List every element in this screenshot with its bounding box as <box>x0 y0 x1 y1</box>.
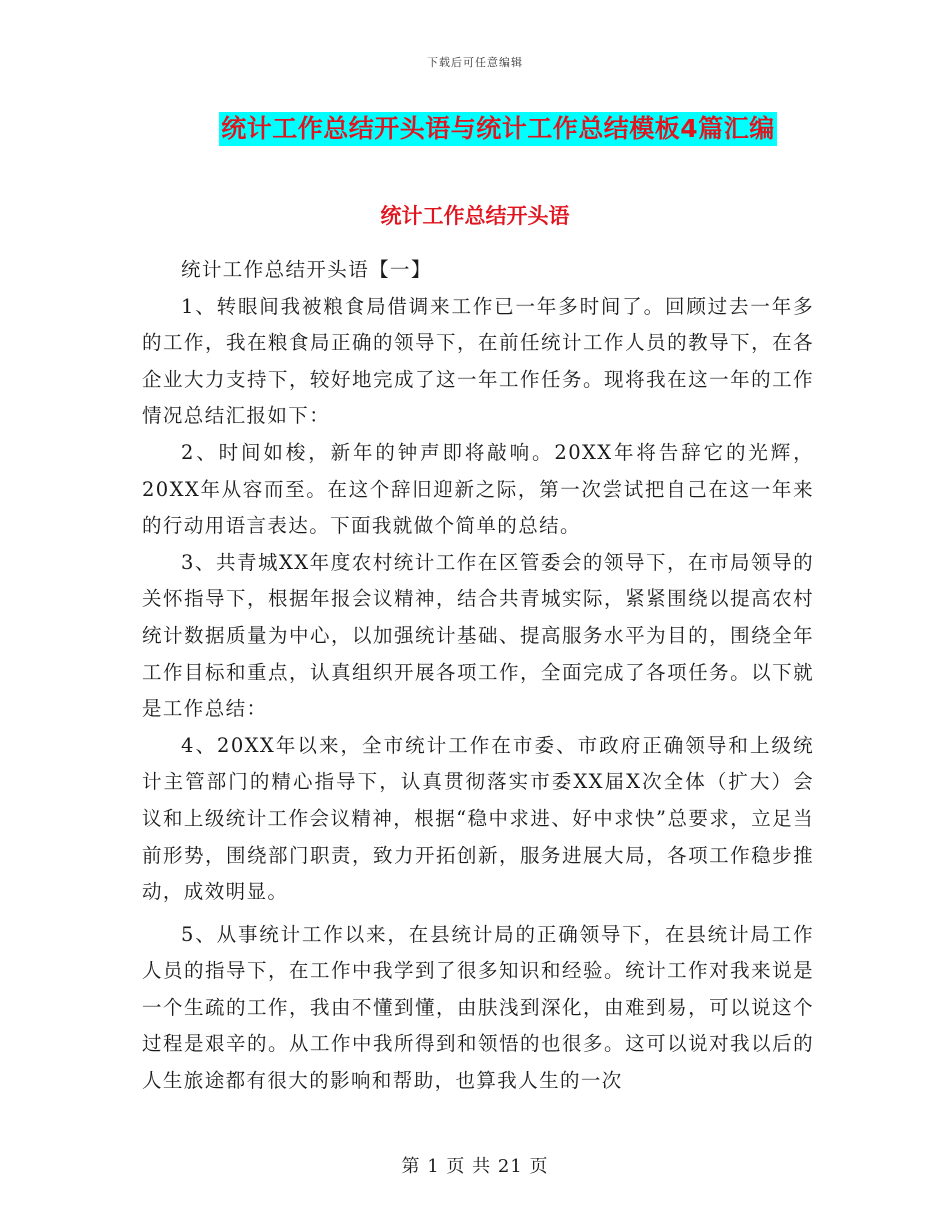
main-title-container <box>0 112 950 146</box>
section-title: 统计工作总结开头语 <box>380 204 570 228</box>
paragraph-1: 1、转眼间我被粮食局借调来工作已一年多时间了。回顾过去一年多的工作，我在粮食局正确的领导下，在前任统计工作人员的教导下，在各企业大力支持下，较好地完成了这一年工作任务。现将我在这一年的工作情况总结汇报如下： <box>142 294 814 428</box>
paragraph-4: 4、20XX年以来，全市统计工作在市委、市政府正确领导和上级统计主管部门的精心指导下，认真贯彻落实市委XX届X次全体（扩大）会议和上级统计工作会议精神，根据“稳中求进、好中求快”总要求，立足当前形势，围绕部门职责，致力开拓创新，服务进展大局，各项工作稳步推动，成效明显。 <box>142 733 814 904</box>
page-footer: 第 1 页 共 21 页 <box>401 1156 549 1177</box>
header-note: 下载后可任意编辑 <box>427 56 523 69</box>
subheading: 统计工作总结开头语【一】 <box>181 258 432 281</box>
document-title: 统计工作总结开头语与统计工作总结模板4篇汇编 <box>219 112 776 146</box>
paragraph-3: 3、共青城XX年度农村统计工作在区管委会的领导下，在市局领导的关怀指导下，根据年报会议精神，结合共青城实际，紧紧围绕以提高农村统计数据质量为中心，以加强统计基础、提高服务水平为目的，围绕全年工作目标和重点，认真组织开展各项工作，全面完成了各项任务。以下就是工作总结： <box>142 550 814 721</box>
paragraph-2: 2、时间如梭，新年的钟声即将敲响。20XX年将告辞它的光辉，20XX年从容而至。在这个辞旧迎新之际，第一次尝试把自己在这一年来的行动用语言表达。下面我就做个简单的总结。 <box>142 440 814 538</box>
document-body <box>142 222 814 1100</box>
paragraph-5: 5、从事统计工作以来，在县统计局的正确领导下，在县统计局工作人员的指导下，在工作中我学到了很多知识和经验。统计工作对我来说是一个生疏的工作，我由不懂到懂，由肤浅到深化，由难到易，可以说这个过程是艰辛的。从工作中我所得到和领悟的也很多。这可以说对我以后的人生旅途都有很大的影响和帮助，也算我人生的一次 <box>142 922 814 1093</box>
